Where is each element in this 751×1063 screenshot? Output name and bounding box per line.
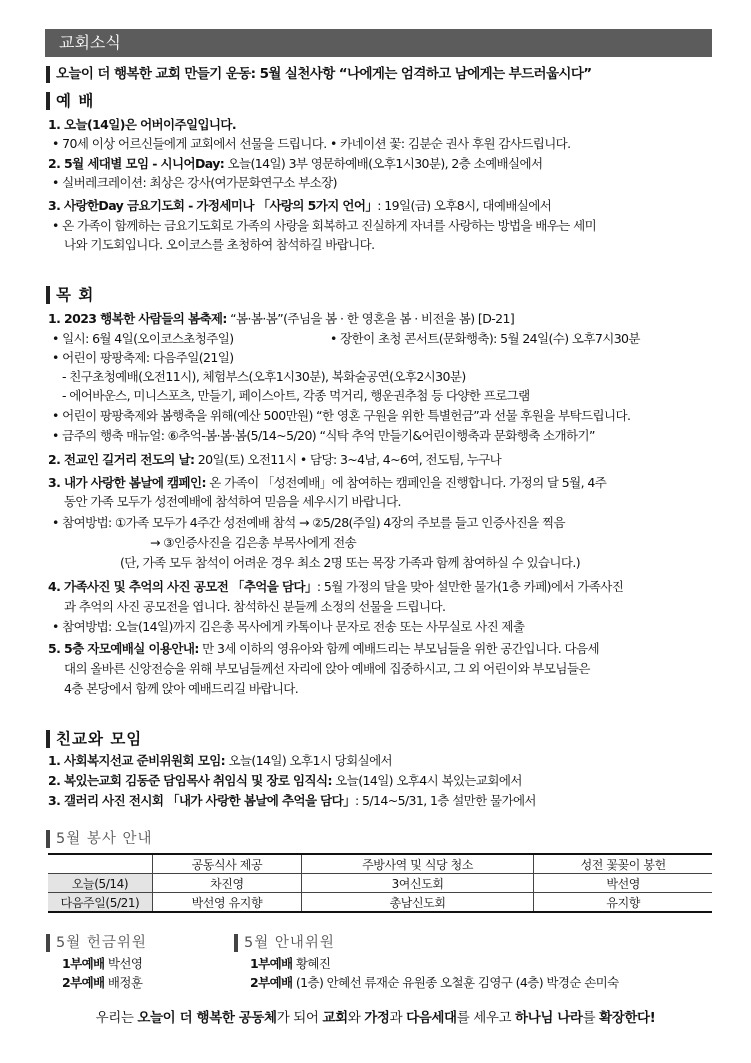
- ministry-item-1-offering: • 어린이 팡팡축제와 봄행축을 위해(예산 500만원) “한 영혼 구원을 위한 특별헌금”과 선물 후원을 부탁드립니다.: [52, 408, 631, 423]
- table-cell: 박선영: [534, 874, 712, 893]
- ministry-item-3: 3. 내가 사랑한 봄날에 캠페인: 온 가족이 「성전예배」에 참여하는 캠페인을 진행합니다. 가정의 달 5월, 4주: [48, 475, 607, 490]
- section-title-worship: 예 배: [46, 92, 94, 110]
- ministry-item-1-date: • 일시: 6월 4일(오이코스초청주일): [52, 331, 234, 346]
- usher-row-2: 2부예배 (1층) 안혜선 류재순 유원종 오철훈 김영구 (4층) 박경순 손미숙: [250, 975, 619, 990]
- ministry-item-3-method: • 참여방법: ①가족 모두가 4주간 성전예배 참석 → ②5/28(주일) 4장의 주보를 들고 인증사진을 찍음: [52, 515, 565, 530]
- ministry-item-4-cont: 과 추억의 사진 공모전을 엽니다. 참석하신 분들께 소정의 선물을 드립니다.: [64, 599, 446, 614]
- ministry-item-3-cont: 동안 가족 모두가 성전예배에 참석하여 믿음을 세우시기 바랍니다.: [64, 494, 401, 509]
- ministry-item-5-cont-1: 대의 올바른 신앙전승을 위해 부모님들께선 자리에 앉아 예배에 집중하시고, 그 외 어린이와 부모님들은: [64, 661, 590, 676]
- table-cell: 총남신도회: [301, 893, 534, 913]
- ministry-item-1-program-1: - 친구초청예배(오전11시), 체험부스(오후1시30분), 복화술공연(오후2시30분): [62, 369, 466, 384]
- section-title-ministry: 목 회: [46, 286, 94, 304]
- table-cell: 유지향: [534, 893, 712, 913]
- ministry-item-1: 1. 2023 행복한 사람들의 봄축제: “봄·봄·봄”(주님을 봄 · 한 영혼을 봄 · 비전을 봄) [D-21]: [48, 311, 515, 326]
- worship-item-1-detail: • 70세 이상 어르신들에게 교회에서 선물을 드립니다. • 카네이션 꽃: 김분순 권사 후원 감사드립니다.: [52, 136, 571, 151]
- section-title-volunteer: 5월 봉사 안내: [46, 830, 152, 848]
- ministry-item-2: 2. 전교인 길거리 전도의 날: 20일(토) 오전11시 • 담당: 3~4남, 4~6여, 전도팀, 누구나: [48, 452, 502, 467]
- worship-item-3-detail: • 온 가족이 함께하는 금요기도회로 가족의 사랑을 회복하고 진실하게 자녀를 사랑하는 방법을 배우는 세미: [52, 218, 597, 233]
- table-row: [48, 893, 712, 913]
- table-row: [48, 874, 712, 893]
- table-cell: 박선영 유지향: [153, 893, 302, 913]
- ministry-item-3-note: (단, 가족 모두 참석이 어려운 경우 최소 2명 또는 목장 가족과 함께 참여하실 수 있습니다.): [120, 555, 581, 570]
- fellowship-item-1: 1. 사회복지선교 준비위원회 모임: 오늘(14일) 오후1시 당회실에서: [48, 753, 393, 768]
- ministry-item-1-concert: • 장한이 초청 콘서트(문화행축): 5월 24일(수) 오후7시30분: [330, 331, 640, 346]
- table-cell: 차진영: [153, 874, 302, 893]
- table-cell: 다음주일(5/21): [48, 893, 153, 913]
- ministry-item-1-kids-festival: • 어린이 팡팡축제: 다음주일(21일): [52, 350, 234, 365]
- usher-row-1: 1부예배 황혜진: [250, 956, 331, 971]
- table-header-flowers: 성전 꽃꽂이 봉헌: [534, 854, 712, 874]
- ministry-item-3-method-cont: → ③인증사진을 김은총 부목사에게 전송: [150, 535, 357, 550]
- section-header-church-news: 교회소식: [45, 29, 712, 57]
- fellowship-item-2: 2. 복있는교회 김동준 담임목사 취임식 및 장로 임직식: 오늘(14일) 오후4시 복있는교회에서: [48, 773, 522, 788]
- volunteer-table: [48, 853, 712, 913]
- ministry-item-4: 4. 가족사진 및 추억의 사진 공모전 「추억을 담다」: 5월 가정의 달을 맞아 설만한 물가(1층 카페)에서 가족사진: [48, 579, 624, 594]
- ministry-item-4-method: • 참여방법: 오늘(14일)까지 김은총 목사에게 카톡이나 문자로 전송 또는 사무실로 사진 제출: [52, 619, 525, 634]
- ministry-item-1-manual: • 금주의 행축 매뉴얼: ⑥추억-봄·봄·봄(5/14~5/20) “식탁 추억 만들기&어린이행축과 문화행축 소개하기”: [52, 428, 595, 443]
- table-cell: 3여신도회: [301, 874, 534, 893]
- table-cell: 오늘(5/14): [48, 874, 153, 893]
- worship-item-1: 1. 오늘(14일)은 어버이주일입니다.: [48, 117, 237, 132]
- worship-item-2-detail: • 실버레크레이션: 최상은 강사(여가문화연구소 부소장): [52, 175, 337, 190]
- footer-vision-statement: 우리는 오늘이 더 행복한 공동체가 되어 교회와 가정과 다음세대를 세우고 하나님 나라를 확장한다!: [95, 1010, 656, 1026]
- offering-row-1: 1부예배 박선영: [62, 956, 143, 971]
- table-header-kitchen: 주방사역 및 식당 청소: [301, 854, 534, 874]
- table-header-row: [48, 854, 712, 874]
- worship-item-3: 3. 사랑한Day 금요기도회 - 가정세미나 「사랑의 5가지 언어」: 19일(금) 오후8시, 대예배실에서: [48, 198, 552, 213]
- worship-item-3-detail-cont: 나와 기도회입니다. 오이코스를 초청하여 참석하길 바랍니다.: [64, 237, 375, 252]
- table-header-meal: 공동식사 제공: [153, 854, 302, 874]
- worship-item-2: 2. 5월 세대별 모임 - 시니어Day: 오늘(14일) 3부 영문하예배(오후1시30분), 2층 소예배실에서: [48, 156, 543, 171]
- section-title-offering: 5월 헌금위원: [46, 934, 147, 952]
- ministry-item-1-program-2: - 에어바운스, 미니스포츠, 만들기, 페이스아트, 각종 먹거리, 행운권추첨 등 다양한 프로그램: [62, 388, 530, 403]
- offering-row-2: 2부예배 배정훈: [62, 975, 143, 990]
- section-title-fellowship: 친교와 모임: [46, 730, 142, 748]
- ministry-item-5-cont-2: 4층 본당에서 함께 앉아 예배드리길 바랍니다.: [64, 681, 299, 696]
- ministry-item-5: 5. 5층 자모예배실 이용안내: 만 3세 이하의 영유아와 함께 예배드리는 부모님들을 위한 공간입니다. 다음세: [48, 641, 599, 656]
- fellowship-item-3: 3. 갤러리 사진 전시회 「내가 사랑한 봄날에 추억을 담다」: 5/14~5/31, 1층 설만한 물가에서: [48, 793, 536, 808]
- campaign-banner: 오늘이 더 행복한 교회 만들기 운동: 5월 실천사항 “나에게는 엄격하고 남에게는 부드러웁시다”: [46, 66, 592, 83]
- section-title-usher: 5월 안내위원: [234, 934, 335, 952]
- table-cell: [48, 854, 153, 874]
